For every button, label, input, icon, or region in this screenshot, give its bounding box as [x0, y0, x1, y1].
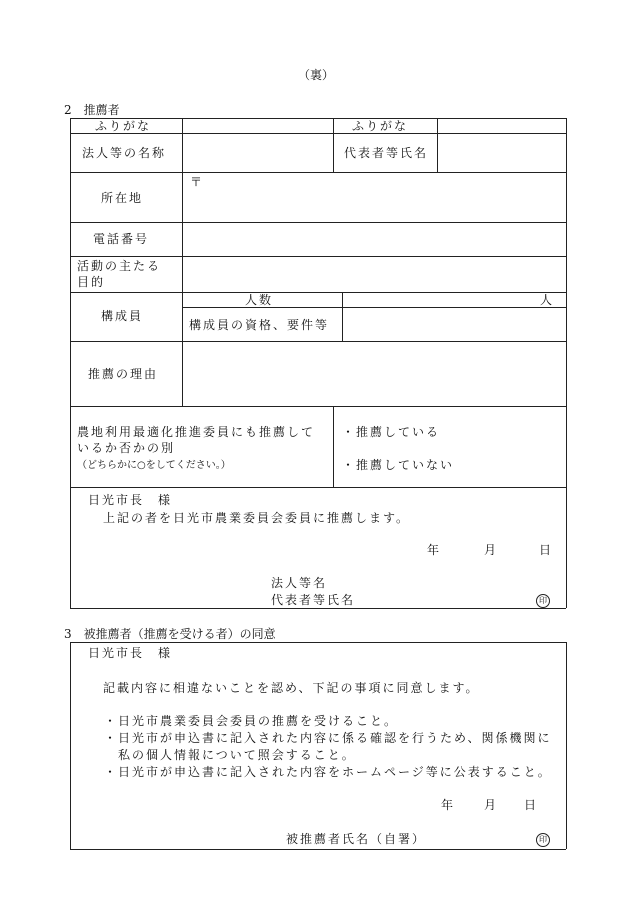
rep-name-label: 代表者等氏名 — [344, 146, 429, 160]
consent-item-2-line2: 私の個人情報について照会すること。 — [118, 748, 356, 762]
rep-furigana-label: ふりがな — [352, 119, 409, 133]
reason-label: 推薦の理由 — [88, 367, 159, 381]
headcount-label: 人数 — [245, 293, 274, 307]
seal-icon: 印 — [536, 833, 550, 847]
consent-item-1: ・日光市農業委員会委員の推薦を受けること。 — [104, 714, 399, 728]
consent-month-label: 月 — [484, 798, 497, 812]
postal-mark: 〒 — [190, 175, 203, 189]
furigana-label: ふりがな — [95, 119, 152, 133]
corp-name-label: 法人等の名称 — [82, 146, 167, 160]
activity-label-line1: 活動の主たる — [77, 259, 162, 273]
recommend-statement: 上記の者を日光市農業委員会委員に推薦します。 — [103, 511, 411, 525]
dual-question-note: （どちらかに○をしてください。） — [77, 460, 231, 471]
nominee-signature-label: 被推薦者氏名（自署） — [286, 832, 427, 846]
date-month-label: 月 — [484, 543, 497, 557]
consent-day-label: 日 — [524, 798, 537, 812]
consent-item-3: ・日光市が申込書に記入された内容をホームページ等に公表すること。 — [104, 765, 552, 779]
section2-heading: 2 推薦者 — [64, 103, 120, 117]
section3-heading: 3 被推薦者（推薦を受ける者）の同意 — [64, 627, 276, 641]
nominee-signature-field[interactable] — [420, 830, 528, 846]
consent-year-label: 年 — [441, 798, 454, 812]
rep-sign-label: 代表者等氏名 — [271, 593, 356, 607]
members-label: 構成員 — [101, 309, 144, 323]
phone-label: 電話番号 — [93, 232, 150, 246]
activity-label-line2: 目的 — [77, 275, 106, 289]
consent-addressee: 日光市長 様 — [88, 646, 173, 660]
dual-question-line2: いるか否かの別 — [77, 441, 176, 455]
option-not-recommending[interactable]: ・推薦していない — [342, 458, 455, 472]
headcount-unit: 人 — [540, 293, 553, 307]
seal-icon: 印 — [536, 594, 550, 608]
date-day-label: 日 — [539, 543, 552, 557]
date-year-label: 年 — [427, 543, 440, 557]
option-recommending[interactable]: ・推薦している — [342, 425, 441, 439]
address-label: 所在地 — [101, 191, 144, 205]
dual-question-line1: 農地利用最適化推進委員にも推薦して — [77, 425, 316, 439]
addressee: 日光市長 様 — [88, 493, 173, 507]
consent-item-2-line1: ・日光市が申込書に記入された内容に係る確認を行うため、関係機関に — [104, 731, 552, 745]
page-side-label: （裏） — [298, 68, 335, 82]
qualification-label: 構成員の資格、要件等 — [189, 318, 330, 332]
consent-agreement: 記載内容に相違ないことを認め、下記の事項に同意します。 — [103, 681, 480, 695]
corp-sign-label: 法人等名 — [271, 576, 328, 590]
